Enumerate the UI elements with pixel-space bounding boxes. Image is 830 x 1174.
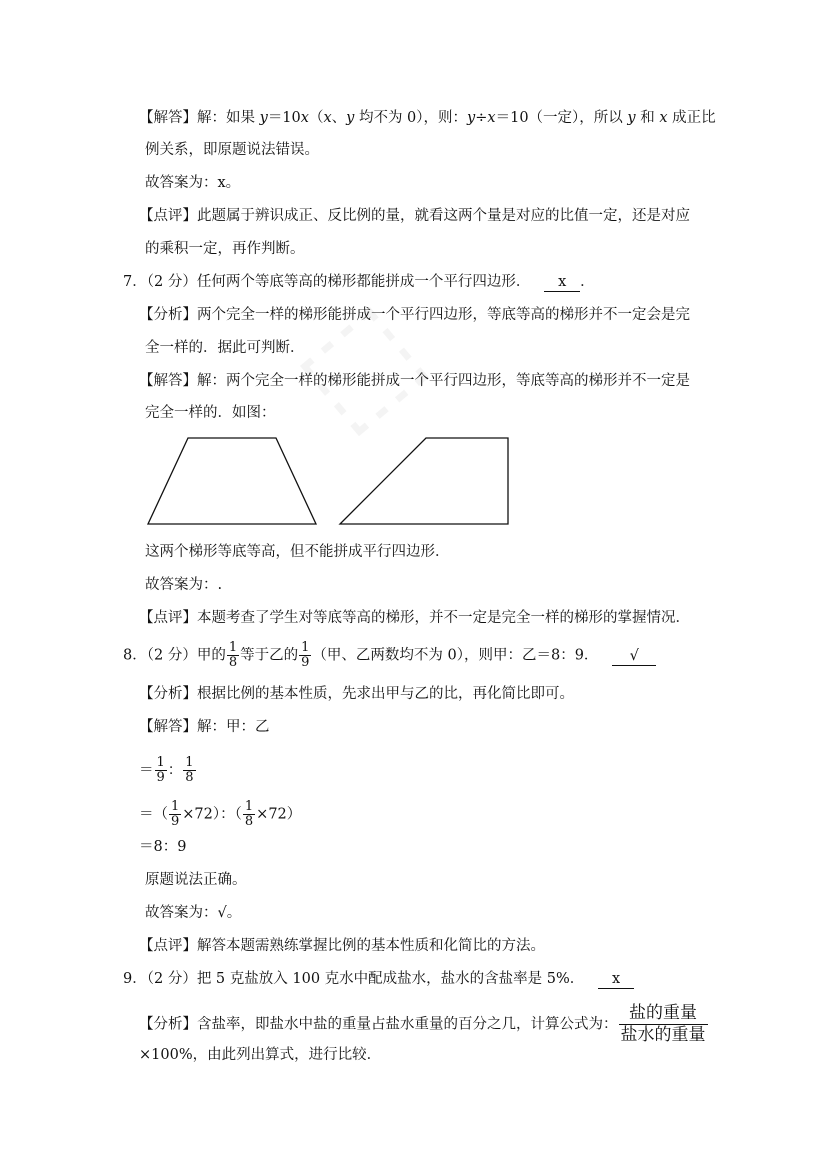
q9-analysis-line1: 【分析】含盐率，即盐水中盐的重量占盐水重量的百分之几，计算公式为： $\frac{\text{盐的重量}}{\text{盐水的重量}}$ [139,1003,706,1045]
q6-final-answer: 故答案为：x。 [145,175,241,191]
q8-comment: 【点评】解答本题需熟练掌握比例的基本性质和化简比的方法。 [139,938,545,954]
right-trapezoid [340,438,508,524]
q8-step2: ＝（ $\frac{1}{9}$ ×72）：（ $\frac{1}{8}$ ×72） [139,799,302,829]
q7-stem: 7．（2 分）任何两个等底等高的梯形都能拼成一个平行四边形． x ． [123,274,595,290]
q7-analysis-line2: 全一样的．据此可判断． [145,340,305,356]
step1-fraction-1: $\frac{1}{9}$ [156,755,165,785]
q8-conclusion: 原题说法正确。 [145,872,247,888]
q7-answer-blank: x [544,273,580,292]
q8-analysis: 【分析】根据比例的基本性质，先求出甲与乙的比，再化简比即可。 [139,686,574,702]
q7-answer-line2: 完全一样的．如图： [145,405,276,421]
q6-comment-line2: 的乘积一定，再作判断。 [145,241,305,257]
q8-stem: 8．（2 分）甲的 $\frac{1}{8}$ 等于乙的 $\frac{1}{9}$ （甲、乙两数均不为 0），则甲：乙＝8：9． √ [123,641,656,670]
step1-fraction-2: $\frac{1}{8}$ [185,755,194,785]
step2-fraction-2: $\frac{1}{8}$ [244,799,254,829]
q6-answer-line1: 【解答】解：如果 y＝10x（x、y 均不为 0），则：y÷x＝10（一定），所以 y 和 x 成正比 [139,110,716,126]
q7-final-answer: 故答案为：. [145,577,223,593]
fraction-one-eighth: $\frac{1}{8}$ [228,640,238,670]
trapezoid-figure [140,430,520,530]
step2-fraction-1: $\frac{1}{9}$ [171,799,180,829]
watermark [269,267,454,454]
salt-rate-formula: $\frac{\text{盐的重量}}{\text{盐水的重量}}$ [620,1003,706,1045]
q9-analysis-line2: ×100%，由此列出算式，进行比较． [139,1047,382,1063]
q7-analysis-line1: 【分析】两个完全一样的梯形能拼成一个平行四边形，等底等高的梯形并不一定会是完 [139,307,690,323]
isosceles-trapezoid [148,438,316,524]
q8-answer-blank: √ [612,647,656,666]
q8-step3: ＝8：9 [139,839,187,855]
q7-answer-line1: 【解答】解：两个完全一样的梯形能拼成一个平行四边形，等底等高的梯形并不一定是 [139,373,690,389]
q8-final-answer: 故答案为：√。 [145,905,242,921]
q8-answer-head: 【解答】解：甲：乙 [139,719,270,735]
q8-step1: ＝ $\frac{1}{9}$ ： $\frac{1}{8}$ [139,755,194,785]
q9-stem: 9．（2 分）把 5 克盐放入 100 克水中配成盐水，盐水的含盐率是 5%． x [123,969,634,989]
q7-comment: 【点评】本题考查了学生对等底等高的梯形，并不一定是完全一样的梯形的掌握情况． [139,610,690,626]
q7-after-figure: 这两个梯形等底等高，但不能拼成平行四边形． [145,544,450,560]
fraction-one-ninth: $\frac{1}{9}$ [301,640,310,670]
q9-answer-blank: x [598,970,634,989]
q6-comment-line1: 【点评】此题属于辨识成正、反比例的量，就看这两个量是对应的比值一定，还是对应 [139,208,690,224]
q6-answer-line2: 例关系，即原题说法错误。 [145,142,319,158]
